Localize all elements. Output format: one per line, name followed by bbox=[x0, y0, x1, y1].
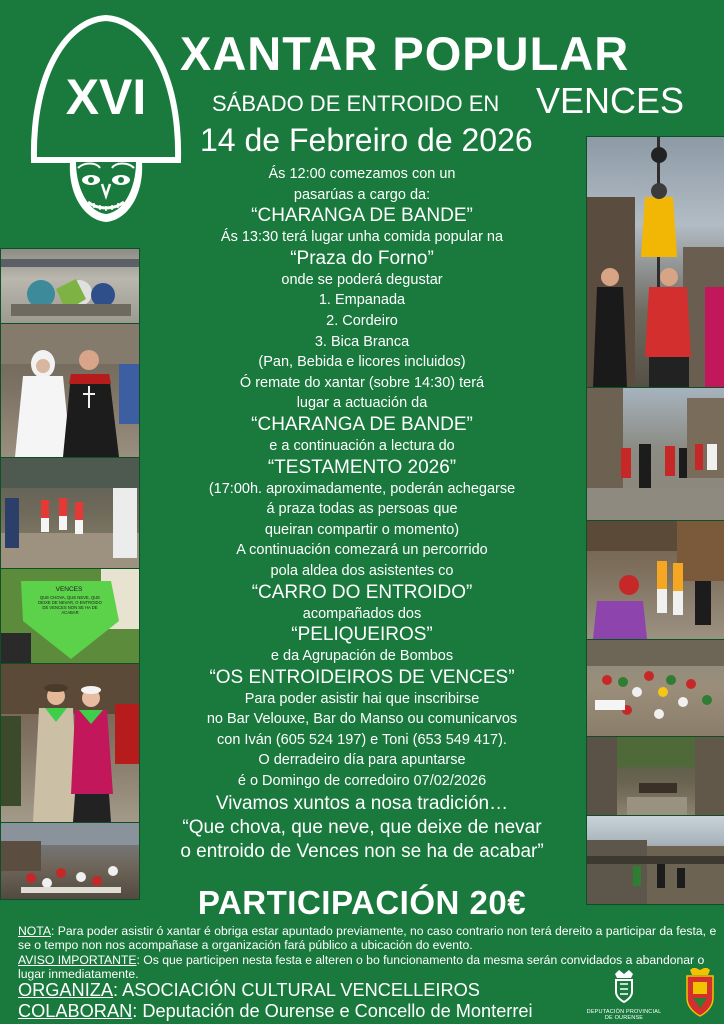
photo-crowd-meal bbox=[0, 822, 140, 900]
program-line: pola aldea dos asistentes co bbox=[270, 562, 454, 579]
program-line: O derradeiro día para apuntarse bbox=[258, 752, 466, 769]
photo-priest-and-nun bbox=[0, 323, 140, 458]
program-highlight: “CARRO DO ENTROIDO” bbox=[251, 581, 473, 603]
program-line: Ó remate do xantar (sobre 14:30) terá bbox=[239, 374, 485, 391]
event-program bbox=[140, 164, 584, 864]
program-line: é o Domingo de corredoiro 07/02/2026 bbox=[237, 773, 487, 790]
coat-of-arms-icon bbox=[684, 968, 716, 1018]
photo-vences-sign bbox=[0, 568, 140, 664]
colaboran bbox=[18, 1001, 578, 1022]
program-line: Ás 12:00 comezamos con un bbox=[268, 166, 456, 182]
photo-peliqueiros-dancing bbox=[586, 520, 724, 640]
colaboran-label: COLABORAN bbox=[18, 1001, 133, 1021]
motto-line: Vivamos xuntos a nosa tradición… bbox=[215, 792, 509, 814]
nota-label: NOTA bbox=[18, 924, 51, 938]
program-highlight: “PELIQUEIROS” bbox=[291, 624, 433, 646]
crown-shield-icon bbox=[609, 970, 639, 1004]
program-highlight: “Praza do Forno” bbox=[290, 247, 434, 269]
program-highlight: “CHARANGA DE BANDE” bbox=[251, 205, 473, 227]
photo-peliqueiros-street bbox=[0, 457, 140, 569]
organiza bbox=[18, 980, 578, 1001]
colaboran-text: : Deputación de Ourense e Concello de Monterrei bbox=[132, 1001, 533, 1021]
deputacion-logo bbox=[578, 970, 670, 1021]
motto-line: o entroido de Vences non se ha de acabar” bbox=[180, 840, 544, 862]
menu-item: 1. Empanada bbox=[318, 292, 406, 309]
nota bbox=[18, 924, 718, 953]
program-highlight: “CHARANGA DE BANDE” bbox=[251, 413, 473, 435]
program-line: (17:00h. aproximadamente, poderán achegarse bbox=[208, 480, 516, 497]
program-line: Para poder asistir hai que inscribirse bbox=[244, 690, 480, 707]
program-line: queiran compartir o momento) bbox=[264, 521, 460, 538]
deputacion-line2: DE OURENSE bbox=[604, 1015, 644, 1021]
organizers-block bbox=[18, 980, 578, 1022]
deputacion-line1: DEPUTACIÓN PROVINCIAL bbox=[586, 1009, 662, 1015]
aviso-label: AVISO IMPORTANTE bbox=[18, 952, 137, 967]
program-line: lugar a actuación da bbox=[296, 395, 428, 412]
photo-crowd-square bbox=[586, 639, 724, 737]
sign-text: QUE CHOVA, QUE NEVE, QUE DEIXE DE NEVAR, O ENTROIDO DE VENCES NON SE HA DE ACABAR bbox=[38, 595, 102, 615]
organiza-label: ORGANIZA bbox=[18, 980, 113, 1000]
program-line: onde se poderá degustar bbox=[281, 271, 443, 288]
subtitle-saturday: SÁBADO DE ENTROIDO EN bbox=[212, 91, 500, 116]
logo-edition: XVI bbox=[65, 69, 147, 125]
nota-text: : Para poder asistir ó xantar é obriga estar apuntado previamente, no caso contrario non terá dereito a participar da festa, e se o tempo non nos acompañase a organización fará público a ubicación do evento. bbox=[18, 924, 717, 953]
program-highlight: “OS ENTROIDEIROS DE VENCES” bbox=[209, 666, 515, 688]
program-line: Ás 13:30 terá lugar unha comida popular na bbox=[220, 229, 504, 246]
program-line: A continuación comezará un percorrido bbox=[236, 542, 488, 559]
motto-line: “Que chova, que neve, que deixe de nevar bbox=[182, 816, 542, 838]
program-line: no Bar Velouxe, Bar do Manso ou comunicarvos bbox=[206, 711, 518, 728]
program-line: á praza todas as persoas que bbox=[266, 501, 458, 518]
program-line: (Pan, Bebida e licores incluidos) bbox=[258, 354, 466, 371]
event-date: 14 de Febreiro de 2026 bbox=[200, 122, 533, 158]
menu-item: 3. Bica Branca bbox=[314, 333, 410, 350]
page-title: XANTAR POPULAR bbox=[180, 27, 630, 80]
photo-village-lane bbox=[586, 736, 724, 816]
organiza-text: : ASOCIACIÓN CULTURAL VENCELLEIROS bbox=[113, 980, 480, 1000]
program-line: con Iván (605 524 197) e Toni (653 549 417). bbox=[217, 731, 507, 748]
program-line: pasarúas a cargo da: bbox=[293, 186, 431, 203]
program-line: e a continuación a lectura do bbox=[269, 437, 455, 454]
photo-group-greeting bbox=[0, 663, 140, 823]
photo-figure-on-pole bbox=[586, 136, 724, 388]
photo-village-houses bbox=[586, 815, 724, 905]
photo-masks-table bbox=[0, 248, 140, 324]
subtitle-place: VENCES bbox=[536, 80, 685, 121]
sign-title: VENCES bbox=[55, 586, 83, 593]
aviso-text: : Os que participen nesta festa e alteren o bo funcionamento da mesma serán convidados a abandonar o lugar inmediatamente. bbox=[18, 952, 705, 982]
photo-street-parade bbox=[586, 387, 724, 521]
program-line: acompañados dos bbox=[302, 605, 422, 622]
program-highlight: “TESTAMENTO 2026” bbox=[267, 456, 457, 478]
menu-item: 2. Cordeiro bbox=[326, 312, 398, 329]
participation-price: PARTICIPACIÓN 20€ bbox=[197, 884, 527, 921]
program-line: e da Agrupación de Bombos bbox=[270, 648, 454, 665]
